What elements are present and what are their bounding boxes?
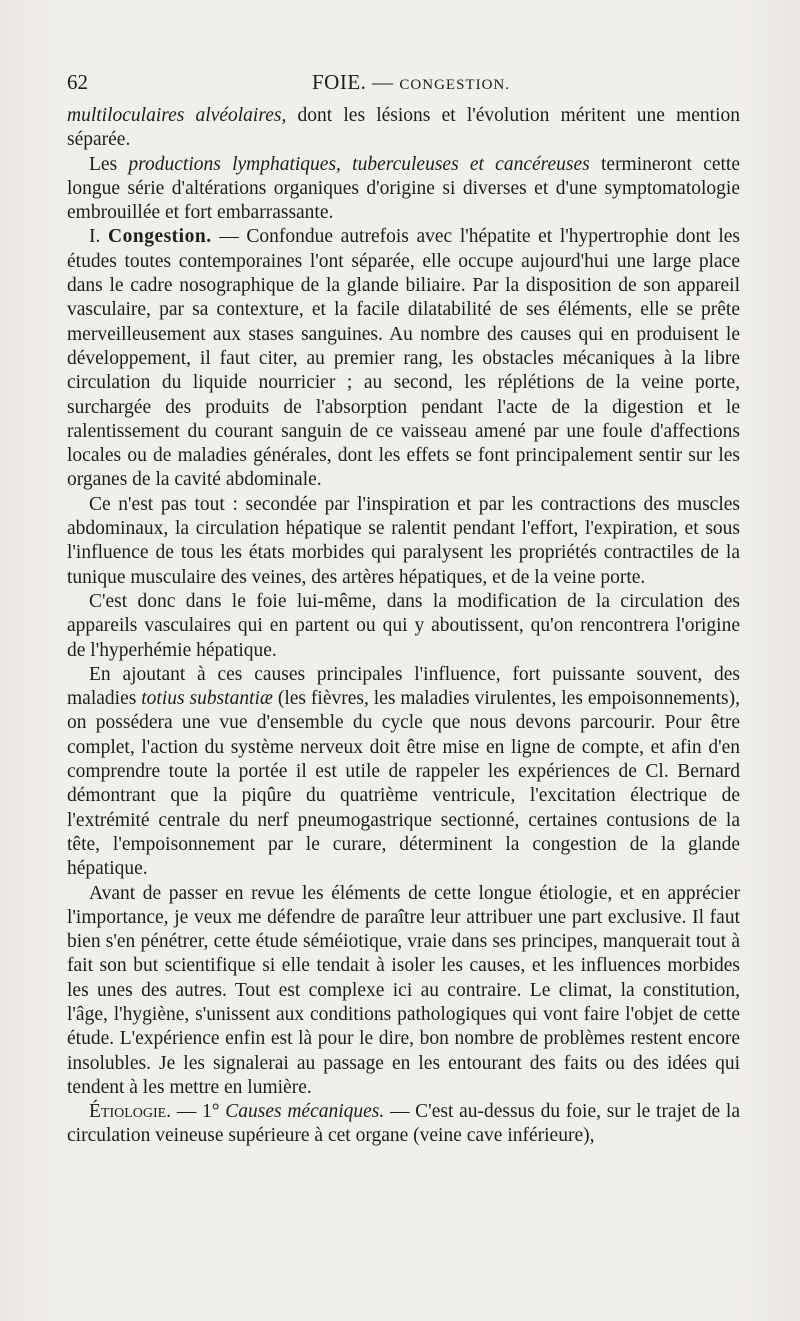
paragraph-text: dont les lésions et l'évolution méritent une mention séparée.	[67, 105, 740, 151]
paragraph-text: En ajoutant à ces causes principales l'influence, fort puissante souvent, des maladies	[67, 663, 740, 710]
paragraph-hyperhemie	[67, 590, 740, 663]
page-number: 62	[67, 70, 88, 94]
paragraph-text: (les fièvres, les maladies virulentes, les empoisonnements), on possédera une vue d'ensemble du cycle que nous devons parcourir. Pour être complet, l'action du système nerveux doit être mise en ligne de compte, et afin d'en comprendre toute la portée il est utile de rappeler les expériences de Cl. Bernard démontrant que la piqûre du quatrième ventricule, l'excitation électrique de l'extrémité centrale du nerf pneumogastrique sectionné, certaines contusions de la tête, l'empoisonnement par le curare, déterminent la congestion de la glande hépatique.	[67, 688, 741, 880]
italic-term: totius substantiæ	[141, 688, 273, 710]
paragraph-text: Les	[89, 153, 129, 175]
paragraph-text: C'est donc dans le foie lui-même, dans la modification de la circulation des appareils vasculaires qui en partent ou qui y aboutissent, qu'on rencontrera l'origine de l'hyperhémie hépatique.	[67, 590, 740, 661]
italic-term: multiloculaires alvéolaires,	[67, 105, 287, 126]
running-title-dash: —	[372, 70, 394, 94]
paragraph-text: termineront cette longue série d'altérations organiques d'origine si diverses et d'une symptomatologie embrouillée et fort embarrassante.	[67, 153, 740, 224]
section-number: I.	[89, 226, 109, 248]
paragraph-causes	[67, 663, 740, 882]
paragraph-etiologie	[67, 1100, 740, 1149]
paragraph-text: — Confondue autrefois avec l'hépatite et l'hypertrophie dont les études toutes contemporaines l'ont séparée, elle occupe aujourd'hui une large place dans le cadre nosographique de la glande biliaire. Par la disposition de son appareil vasculaire, par sa contexture, et la facile dilatabilité de ses éléments, elle se prête merveilleusement aux stases sanguines. Au nombre des causes qui en produisent le développement, il faut citer, au premier rang, les obstacles mécaniques à la libre circulation du liquide nourricier ; au second, les réplétions de la veine porte, surchargée des produits de l'absorption pendant l'acte de la digestion et le ralentissement du courant sanguin de ce vaisseau amené par une foule d'affections locales ou de maladies générales, dont les effets se font principalement sentir sur les organes de la cavité abdominale.	[67, 226, 740, 491]
paragraph-productions	[67, 153, 740, 226]
paragraph-text: Ce n'est pas tout : secondée par l'inspiration et par les contractions des muscles abdominaux, la circulation hépatique se ralentit pendant l'effort, l'expiration, et sous l'influence de tous les états morbides qui paralysent les propriétés contractiles de la tunique musculaire des veines, des artères hépatiques, et de la veine porte.	[67, 493, 740, 588]
running-title	[312, 70, 510, 95]
running-head	[67, 70, 740, 98]
italic-term: productions lymphatiques, tuberculeuses et cancéreuses	[128, 153, 590, 175]
section-heading: Congestion.	[108, 226, 212, 248]
body-text	[67, 104, 740, 1149]
subsection-heading: Étiologie.	[89, 1101, 172, 1123]
paragraph-congestion	[67, 225, 740, 492]
paragraph-etiologie-intro	[67, 882, 740, 1101]
paragraph-text: Avant de passer en revue les éléments de cette longue étiologie, et en apprécier l'importance, je veux me défendre de paraître leur attribuer une part exclusive. Il faut bien s'en pénétrer, cette étude séméiotique, vraie dans ses principes, manquerait tout à fait son but scientifique si elle tendait à isoler les causes, et les influences morbides les unes des autres. Tout est complexe ici au contraire. Le climat, la constitution, l'âge, l'hygiène, s'unissent aux conditions pathologiques qui vont faire l'objet de cette étude. L'expérience enfin est là pour le dire, bon nombre de problèmes restent encore insolubles. Je les signalerai au passage en les entourant des faits ou des idées qui tendent à les mettre en lumière.	[67, 882, 740, 1098]
italic-term: Causes mécaniques.	[225, 1101, 385, 1123]
paragraph-text: — 1°	[171, 1101, 226, 1123]
paragraph-circulation	[67, 493, 740, 590]
paragraph-text: — C'est au-dessus du foie, sur le trajet de la circulation veineuse supérieure à cet organe (veine cave inférieure),	[67, 1101, 740, 1147]
paragraph-continuation	[67, 104, 740, 153]
running-title-main: FOIE.	[312, 70, 367, 94]
running-title-sub: CONGESTION.	[399, 77, 511, 93]
